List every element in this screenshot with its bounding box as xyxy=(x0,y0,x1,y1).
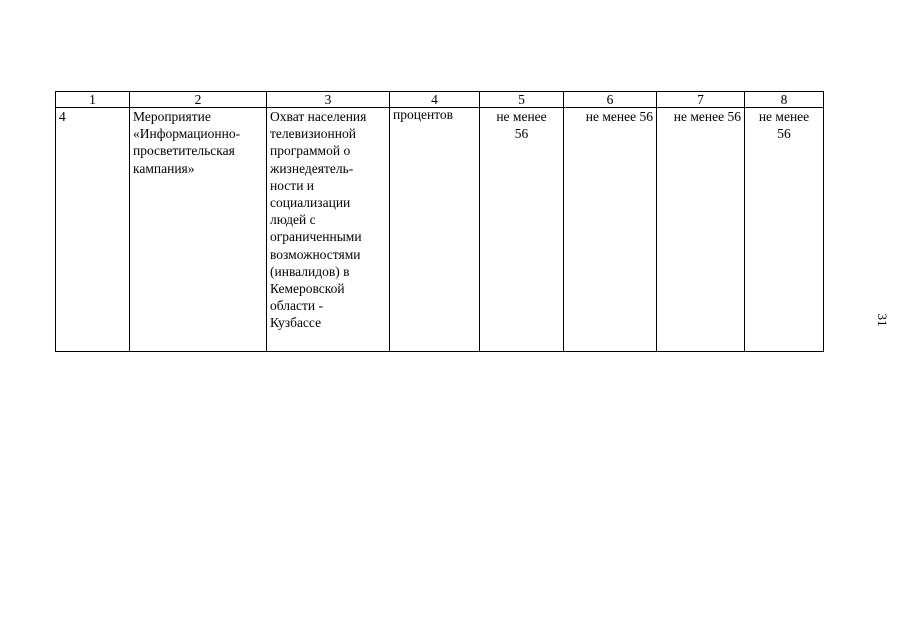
table-row xyxy=(56,108,824,352)
header-cell-1: 1 xyxy=(56,92,130,108)
value-cell-6: не менее 56 xyxy=(564,108,657,352)
header-cell-4: 4 xyxy=(390,92,480,108)
header-cell-7: 7 xyxy=(657,92,745,108)
row-number-cell: 4 xyxy=(56,108,130,352)
value-cell-5: не менее 56 xyxy=(480,108,564,352)
header-cell-8: 8 xyxy=(745,92,824,108)
unit-cell: процентов xyxy=(390,108,480,352)
table-header-row xyxy=(56,92,824,108)
header-cell-6: 6 xyxy=(564,92,657,108)
page-number: 31 xyxy=(875,313,890,327)
event-name-cell: Мероприятие «Информационно- просветительская кампания» xyxy=(130,108,267,352)
indicator-name-cell: Охват населения телевизионной программой о жизнедеятель- ности и социализации людей с ограниченными возможностями (инвалидов) в Кемеровской области - Кузбассе xyxy=(267,108,390,352)
header-cell-3: 3 xyxy=(267,92,390,108)
value-cell-8: не менее 56 xyxy=(745,108,824,352)
header-cell-2: 2 xyxy=(130,92,267,108)
indicator-table xyxy=(55,91,824,352)
header-cell-5: 5 xyxy=(480,92,564,108)
value-cell-7: не менее 56 xyxy=(657,108,745,352)
